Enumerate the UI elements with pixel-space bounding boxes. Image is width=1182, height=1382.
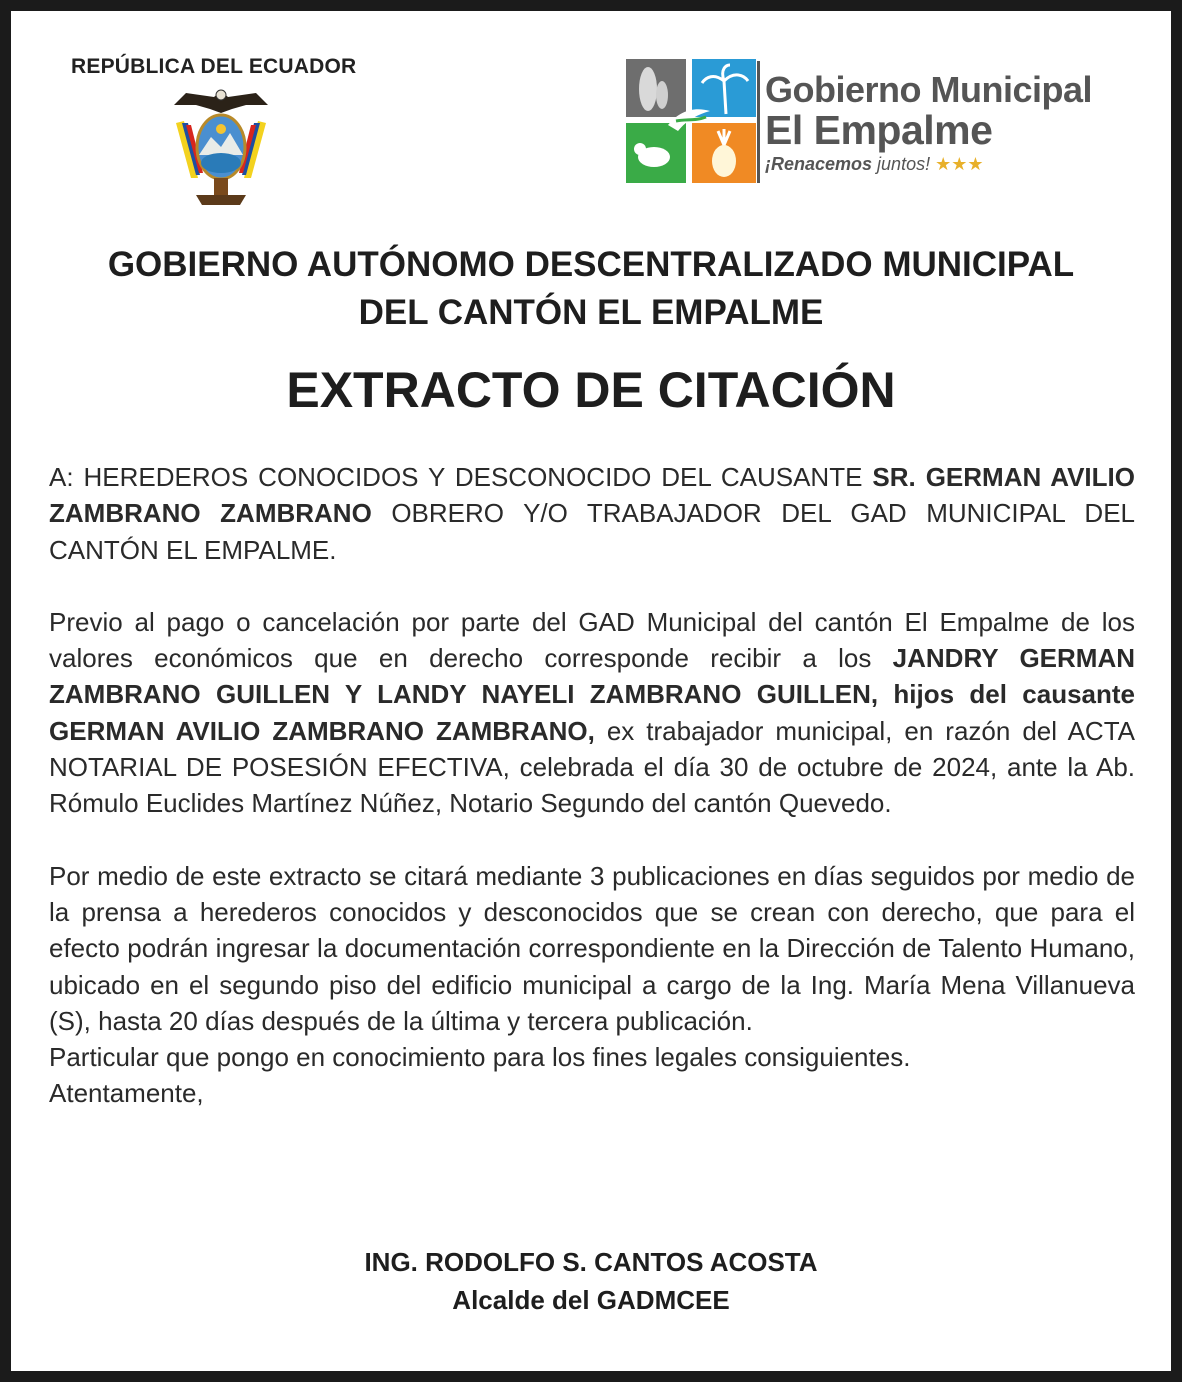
municipal-wordmark: [765, 71, 1092, 175]
el-empalme-logo-icon: [626, 59, 756, 183]
paragraph-citation: Por medio de este extracto se citará mediante 3 publicaciones en días seguidos por medio de la prensa a herederos conocidos y desconocidos que se crean con derecho, que para el efecto podrán ingresar la documentación correspondiente en la Dirección de Talento Humano, ubicado en el segundo piso del edificio municipal a cargo de la Ing. María Mena Villanueva (S), hasta 20 días después de la última y tercera publicación.: [49, 860, 1135, 1036]
institution-heading: [11, 241, 1171, 337]
country-label: REPÚBLICA DEL ECUADOR: [71, 55, 357, 78]
paragraph-addressee: A: HEREDEROS CONOCIDOS Y DESCONOCIDO DEL CAUSANTE SR. GERMAN AVILIO ZAMBRANO ZAMBRANO OBRERO Y/O TRABAJADOR DEL GAD MUNICIPAL DEL CANTÓN EL EMPALME.: [49, 462, 1135, 565]
document-body: [49, 459, 1135, 1112]
paragraph-notice: Particular que pongo en conocimiento para los fines legales consiguientes.: [49, 1042, 911, 1073]
heading-line1: GOBIERNO AUTÓNOMO DESCENTRALIZADO MUNICIPAL: [107, 245, 1075, 284]
paragraph-background: Previo al pago o cancelación por parte del GAD Municipal del cantón El Empalme de los valores económicos que en derecho corresponde recibir a los JANDRY GERMAN ZAMBRANO GUILLEN Y LANDY NAYELI ZAMBRANO GUILLEN, hijos del causante GERMAN AVILIO ZAMBRANO ZAMBRANO, ex trabajador municipal, en razón del ACTA NOTARIAL DE POSESIÓN EFECTIVA, celebrada el día 30 de octubre de 2024, ante la Ab. Rómulo Euclides Martínez Núñez, Notario Segundo del cantón Quevedo.: [49, 606, 1136, 819]
slogan-stars: ★★★: [935, 154, 984, 174]
municipal-slogan: [765, 154, 1092, 175]
slogan-rest: juntos!: [872, 154, 931, 174]
signatory-role: Alcalde del GADMCEE: [452, 1285, 730, 1315]
signatory-name: ING. RODOLFO S. CANTOS ACOSTA: [364, 1247, 818, 1277]
municipal-name-line1: Gobierno Municipal: [765, 69, 1093, 110]
closing-text: Atentamente,: [49, 1078, 204, 1109]
logo-divider: [757, 61, 760, 183]
ecuador-coat-of-arms-icon: [166, 83, 276, 213]
municipal-name-line2: El Empalme: [765, 107, 993, 153]
heading-line2: DEL CANTÓN EL EMPALME: [358, 293, 824, 332]
document-title: EXTRACTO DE CITACIÓN: [286, 362, 896, 418]
slogan-bold: ¡Renacemos: [765, 154, 873, 174]
document-page: [11, 11, 1171, 1371]
signature-block: [11, 1243, 1171, 1319]
